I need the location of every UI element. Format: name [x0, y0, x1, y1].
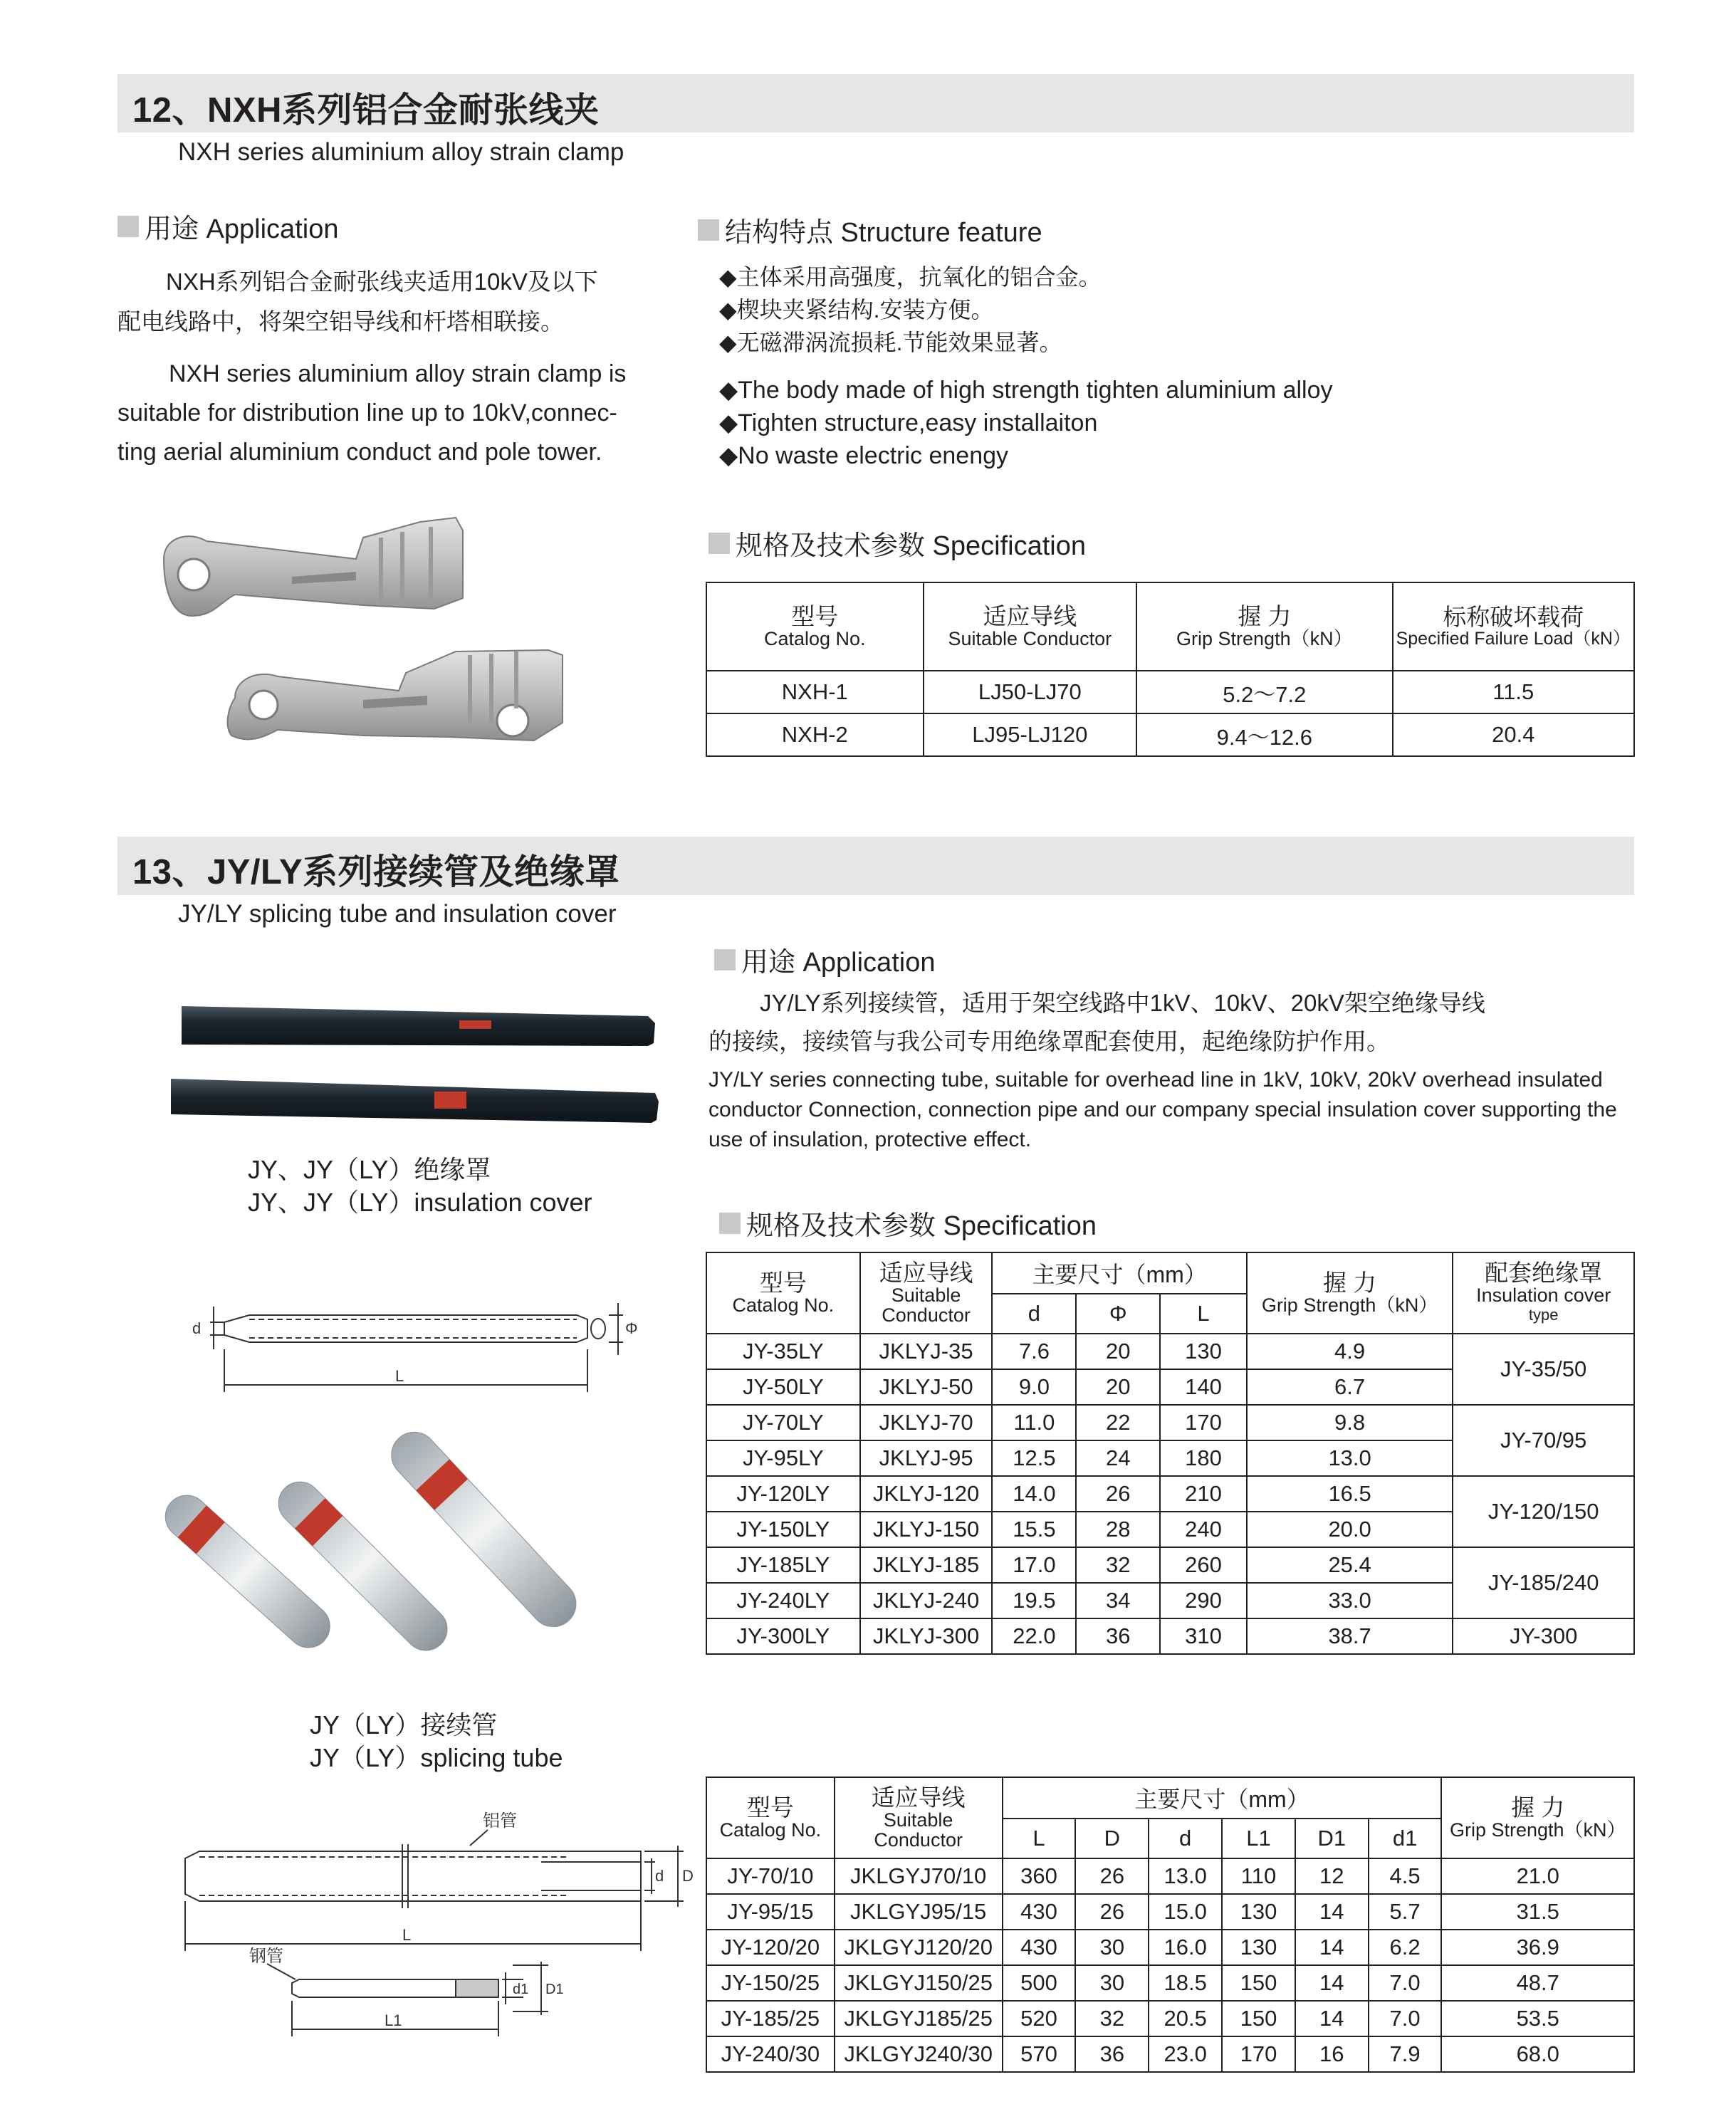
table-subheader-row: L D d L1 D1 d1 — [706, 1819, 1634, 1858]
s12-spec-heading: 规格及技术参数 Specification — [708, 523, 1086, 563]
table-row: JY-185LY JKLYJ-185 17.0 32 260 25.4 JY-185/240 — [706, 1547, 1634, 1583]
label-aluminium-tube: 铝管 — [483, 1811, 517, 1831]
insulation-cover-image — [164, 993, 662, 1136]
insulation-cover-caption: JY、JY（LY）绝缘罩 JY、JY（LY）insulation cover — [248, 1155, 592, 1217]
feature-item: ◆无磁滞涡流损耗.节能效果显著。 — [719, 330, 1062, 355]
table-row: JY-150LY JKLYJ-150 15.5 28 240 20.0 — [706, 1512, 1634, 1547]
table-row: JY-50LY JKLYJ-50 9.0 20 140 6.7 — [706, 1369, 1634, 1405]
dim-label-L: L — [395, 1367, 404, 1385]
feature-item: ◆主体采用高强度，抗氧化的铝合金。 — [719, 264, 1102, 290]
s13-cover-spec-table — [706, 1252, 1635, 1655]
s12-application-heading: 用途 Application — [117, 206, 338, 246]
table-header-row: 型号 Catalog No. 适应导线 Suitable Conductor 主要尺寸（mm） 握 力 Grip Strength（kN） — [706, 1777, 1634, 1819]
table-row: JY-95/15 JKLGYJ95/15 430 26 15.0 130 14 5.7 31.5 — [706, 1894, 1634, 1930]
splicing-tube-caption: JY（LY）接续管 JY（LY）splicing tube — [310, 1710, 563, 1772]
square-bullet-icon — [708, 533, 730, 554]
square-bullet-icon — [117, 216, 139, 237]
section-12-subtitle: NXH series aluminium alloy strain clamp — [178, 138, 624, 166]
square-bullet-icon — [719, 1213, 741, 1234]
s12-features-en — [719, 374, 1333, 472]
feature-item: ◆Tighten structure,easy installaiton — [719, 409, 1098, 436]
table-row: JY-120/20 JKLGYJ120/20 430 30 16.0 130 14 6.2 36.9 — [706, 1930, 1634, 1965]
table-row: JY-150/25 JKLGYJ150/25 500 30 18.5 150 14 7.0 48.7 — [706, 1965, 1634, 2001]
dim-label-d: d — [655, 1867, 664, 1885]
s13-application-heading: 用途 Application — [714, 940, 935, 979]
table-row: JY-70LY JKLYJ-70 11.0 22 170 9.8 JY-70/95 — [706, 1405, 1634, 1440]
section-12-title: 12、NXH系列铝合金耐张线夹 — [132, 91, 600, 130]
s12-application-text: NXH系列铝合金耐张线夹适用10kV及以下 配电线路中，将架空铝导线和杆塔相联接。 NXH series aluminium alloy strain clamp is suitable for distribution line up to 10kV,connec- ting aerial aluminium conduct and pole tower. — [117, 268, 627, 466]
table-row: JY-240LY JKLYJ-240 19.5 34 290 33.0 — [706, 1583, 1634, 1618]
s12-spec-table — [706, 582, 1635, 757]
section-13-title: 13、JY/LY系列接续管及绝缘罩 — [132, 853, 620, 891]
table-row: JY-95LY JKLYJ-95 12.5 24 180 13.0 — [706, 1440, 1634, 1476]
label-steel-tube: 钢管 — [249, 1946, 283, 1966]
table-header-row: 型号 Catalog No. 适应导线 Suitable Conductor 主要尺寸（mm） 握 力 Grip Strength（kN） 配套绝缘罩 Insulation cover type — [706, 1252, 1634, 1294]
s13-application-text: JY/LY系列接续管，适用于架空线路中1kV、10kV、20kV架空绝缘导线 的接续，接续管与我公司专用绝缘罩配套使用，起绝缘防护作用。 JY/LY series connecting tube, suitable for overhead line in 1kV, 10kV, 20kV overhead insulated conductor Connection, connection pipe and our company special insulation cover supporting the use of insulation, protective effect. — [708, 990, 1617, 1151]
s12-structure-heading: 结构特点 Structure feature — [698, 210, 1042, 249]
strain-clamp-image — [150, 509, 662, 780]
feature-item: ◆The body made of high strength tighten aluminium alloy — [719, 377, 1333, 404]
dim-label-L1: L1 — [385, 2011, 402, 2029]
table-row: JY-300LY JKLYJ-300 22.0 36 310 38.7 JY-300 — [706, 1618, 1634, 1654]
table-row: NXH-2 LJ95-LJ120 9.4～12.6 20.4 — [706, 713, 1634, 756]
table-row: JY-185/25 JKLGYJ185/25 520 32 20.5 150 14 7.0 53.5 — [706, 2001, 1634, 2036]
table-row: JY-70/10 JKLGYJ70/10 360 26 13.0 110 12 4.5 21.0 — [706, 1858, 1634, 1894]
s13-tube-spec-table — [706, 1777, 1635, 2073]
feature-item: ◆No waste electric enengy — [719, 442, 1009, 469]
section-13-subtitle: JY/LY splicing tube and insulation cover — [178, 900, 617, 928]
square-bullet-icon — [714, 949, 736, 970]
table-row: JY-120LY JKLYJ-120 14.0 26 210 16.5 JY-120/150 — [706, 1476, 1634, 1512]
table-header-row: 型号 Catalog No. 适应导线 Suitable Conductor 握 力 Grip Strength（kN） 标称破坏载荷 Specified Failure Load（kN） — [706, 582, 1634, 671]
dim-label-D1: D1 — [545, 1982, 564, 1997]
insulation-cover-drawing — [178, 1292, 638, 1406]
splicing-tube-image — [150, 1417, 691, 1688]
feature-item: ◆楔块夹紧结构.安装方便。 — [719, 297, 994, 323]
table-subheader-row: d Φ L — [706, 1294, 1634, 1334]
square-bullet-icon — [698, 219, 719, 241]
table-row: NXH-1 LJ50-LJ70 5.2～7.2 11.5 — [706, 671, 1634, 713]
dim-label-D: D — [682, 1867, 694, 1885]
splicing-tube-drawing — [171, 1801, 698, 2044]
s12-features-cn — [719, 261, 1102, 359]
dim-label-d1: d1 — [513, 1982, 529, 1997]
dim-label-d: d — [192, 1319, 202, 1337]
dim-label-phi: Φ — [625, 1319, 638, 1337]
table-row: JY-35LY JKLYJ-35 7.6 20 130 4.9 JY-35/50 — [706, 1334, 1634, 1369]
dim-label-L: L — [402, 1926, 412, 1944]
s13-spec-heading: 规格及技术参数 Specification — [719, 1203, 1097, 1242]
table-row: JY-240/30 JKLGYJ240/30 570 36 23.0 170 16 7.9 68.0 — [706, 2036, 1634, 2072]
